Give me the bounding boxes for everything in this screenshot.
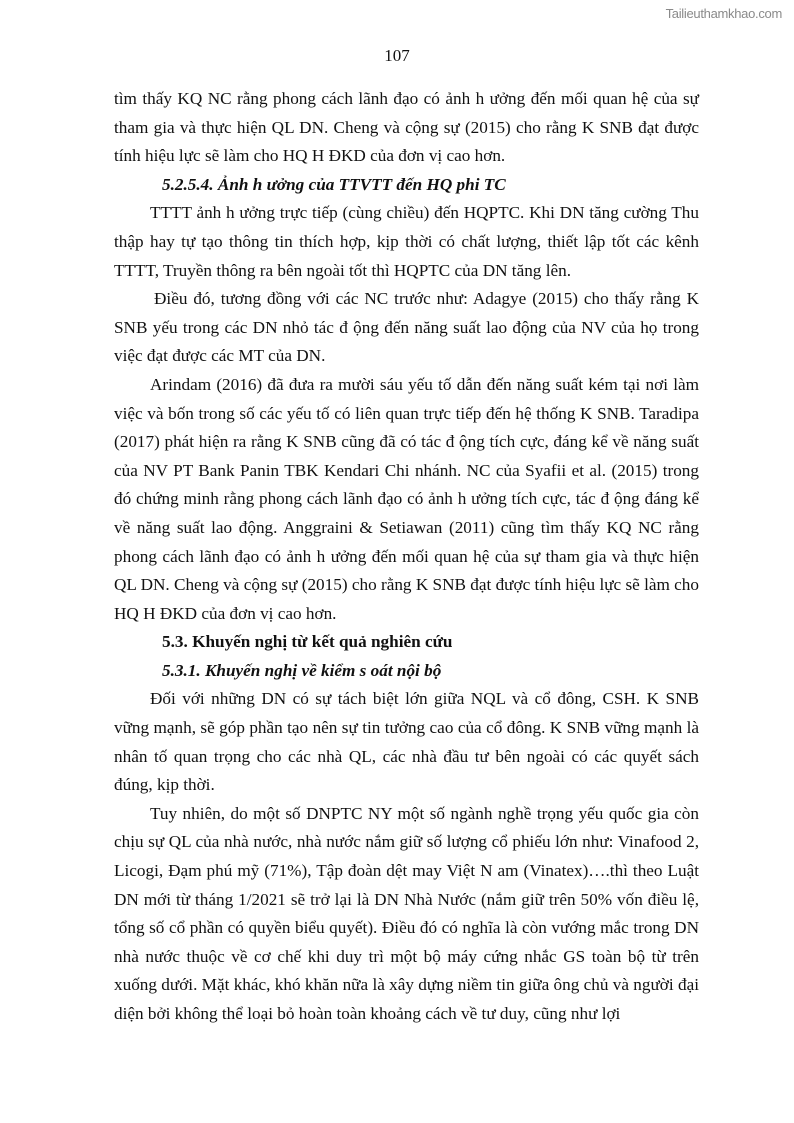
paragraph-ttvtt-effect: TTTT ảnh h ưởng trực tiếp (cùng chiều) đến HQPTC. Khi DN tăng cường Thu thập hay tự tạo thông tin thích hợp, kịp thời có chất lượng, thiết lập tốt các kênh TTTT, Truyền thông ra bên ngoài tốt thì HQPTC của DN tăng lên. — [114, 203, 699, 280]
section-heading-5-3: 5.3. Khuyến nghị từ kết quả nghiên cứu — [162, 632, 453, 652]
paragraph-separation-ownership: Đối với những DN có sự tách biệt lớn giữa NQL và cổ đông, CSH. K SNB vững mạnh, sẽ góp phần tạo nên sự tin tưởng cao của cổ đông. K SNB vững mạnh là nhân tố quan trọng cho các nhà QL, các nhà đầu tư bên ngoài có các quyết sách đúng, kịp thời. — [114, 689, 699, 795]
paragraph-arindam: Arindam (2016) đã đưa ra mười sáu yếu tố dẫn đến năng suất kém tại nơi làm việc và bốn trong số các yếu tố có liên quan trực tiếp đến hệ thống K SNB. Taradipa (2017) phát hiện ra rằng K SNB cũng đã có tác đ ộng tích cực, đáng kể về năng suất của NV PT Bank Panin TBK Kendari Chi nhánh. NC của Syafii et al. (2015) trong đó chứng minh rằng phong cách lãnh đạo có ảnh h ưởng tích cực, tác đ ộng đáng kể về năng suất lao động. Anggraini & Setiawan (2011) cũng tìm thấy KQ NC rằng phong cách lãnh đạo có ảnh h ưởng đến mối quan hệ của sự tham gia và thực hiện QL DN. Cheng và cộng sự (2015) cho rằng K SNB đạt được tính hiệu lực sẽ làm cho HQ H ĐKD của đơn vị cao hơn. — [114, 374, 699, 623]
section-heading-5-2-5-4: 5.2.5.4. Ảnh h ưởng của TTVTT đến HQ phi TC — [162, 174, 506, 194]
watermark: Tailieuthamkhao.com — [665, 6, 782, 21]
paragraph-state-owned: Tuy nhiên, do một số DNPTC NY một số ngành nghề trọng yếu quốc gia còn chịu sự QL của nhà nước, nhà nước nắm giữ số lượng cổ phiếu lớn như: Vinafood 2, Licogi, Đạm phú mỹ (71%), Tập đoàn dệt may Việt N am (Vinatex)….thì theo Luật DN mới từ tháng 1/2021 sẽ trở lại là DN Nhà Nước (nắm giữ trên 50% vốn điều lệ, tổng số cổ phần có quyền biểu quyết). Điều đó có nghĩa là còn vướng mắc trong DN nhà nước thuộc về cơ chế khi duy trì một bộ máy cứng nhắc GS toàn bộ từ trên xuống dưới. Mặt khác, khó khăn nữa là xây dựng niềm tin giữa ông chủ và người đại diện bởi không thể loại bỏ hoàn toàn khoảng cách về tư duy, cũng như lợi — [114, 803, 699, 1023]
paragraph-continuation: tìm thấy KQ NC rằng phong cách lãnh đạo có ảnh h ưởng đến mối quan hệ của sự tham gia và thực hiện QL DN. Cheng và cộng sự (2015) cho rằng K SNB đạt được tính hiệu lực sẽ làm cho HQ H ĐKD của đơn vị cao hơn. — [114, 89, 699, 166]
paragraph-prior-studies: Điều đó, tương đồng với các NC trước như: Adagye (2015) cho thấy rằng K SNB yếu trong các DN nhỏ tác đ ộng đến năng suất lao động của NV của họ trong việc đạt được các MT của DN. — [114, 289, 699, 366]
document-body — [114, 85, 699, 1029]
page-number: 107 — [384, 46, 410, 65]
section-heading-5-3-1: 5.3.1. Khuyến nghị về kiểm s oát nội bộ — [162, 660, 442, 680]
